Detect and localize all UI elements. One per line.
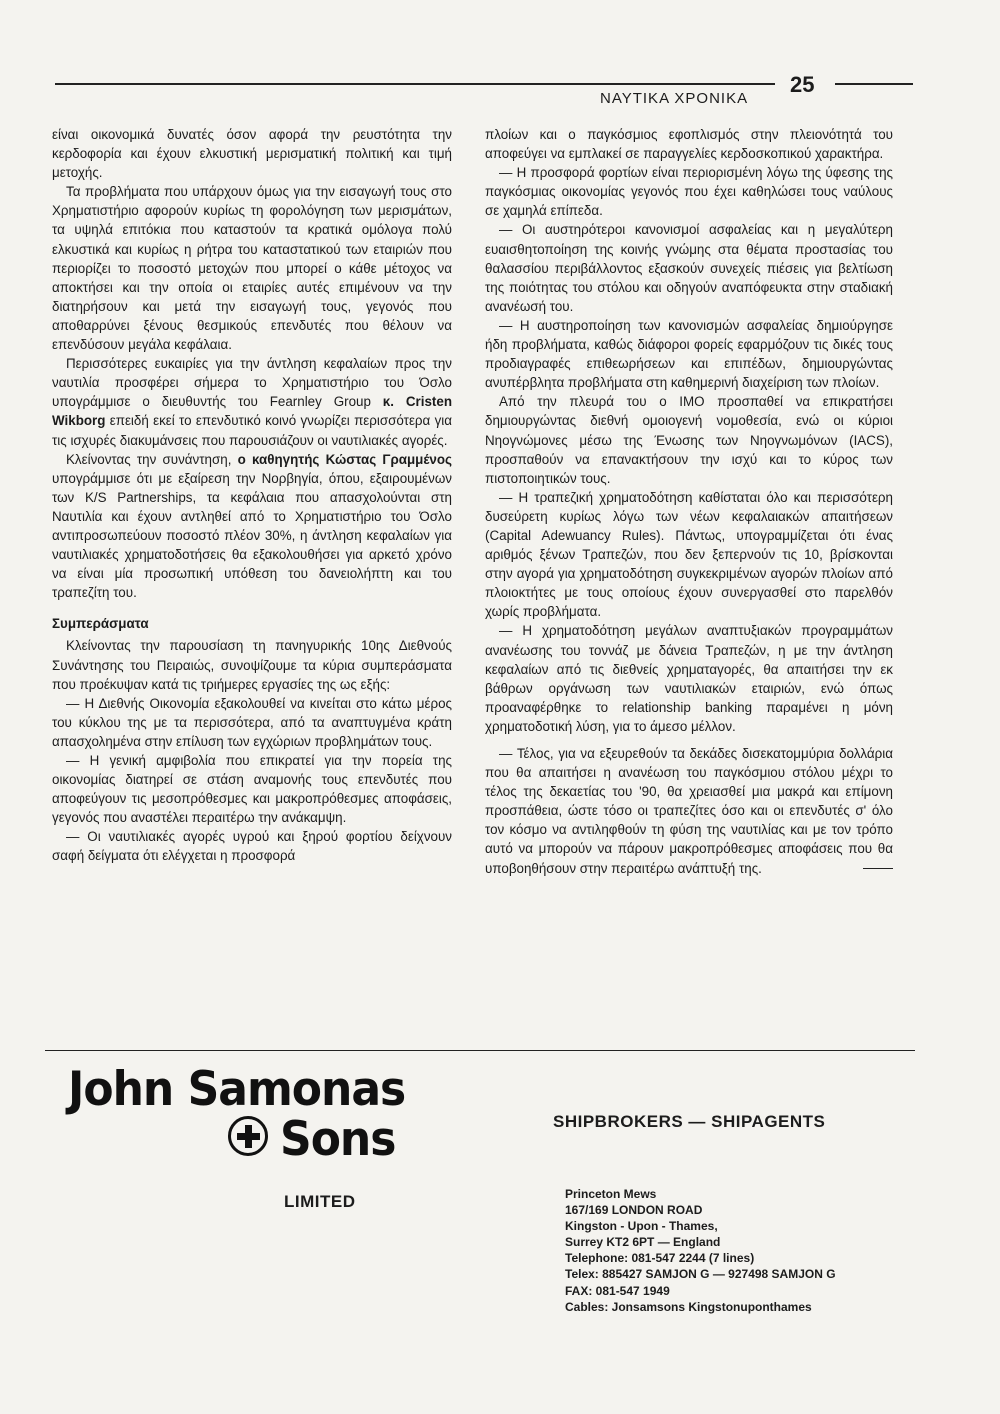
- page-number: 25: [790, 72, 815, 97]
- paragraph-text: Περισσότερες ευκαιρίες για την άντληση κεφαλαίων προς την ναυτιλία προσφέρει σήμερα το Χρηματιστήριο του Όσλο υπογράμμισε ο διευθυντής του Fearnley Group: [52, 356, 452, 410]
- paragraph-text: — Η τραπεζική χρηματοδότηση καθίσταται όλο και περισσότερη δυσεύρετη κυρίως λόγω των νέων κεφαλαιακών απαιτήσεων (Capital Adewuancy Rules). Πάντως, υπογραμμίζεται ότι ένας αριθμός ξένων Τραπεζών, που δεν ξεπερνούν τις 10, βρίσκονται στην αγορά για χρηματοδότηση συγκεκριμένων αγορών πλοίων από πλοιοκτήτες με τους οποίους έχουν συνεργασθεί στο παρελθόν χωρίς προβλήματα.: [485, 489, 893, 620]
- address-line: Kingston - Upon - Thames,: [565, 1219, 718, 1234]
- ad-brand-sons: Sons: [280, 1112, 396, 1168]
- ad-divider: [45, 1050, 915, 1051]
- address-line: Telephone: 081-547 2244 (7 lines): [565, 1251, 755, 1266]
- address-line: FAX: 081-547 1949: [565, 1283, 670, 1298]
- paragraph-text: — Η αυστηροποίηση των κανονισμών ασφαλείας δημιούργησε ήδη προβλήματα, καθώς διάφοροι φορείς εφαρμόζουν τις δικές τους προδιαγραφές επιθεωρήσεων και επιπέδων, δημιουργώντας ανυπέρβλητα προβλήματα στη καθημερινή διαχείριση των πλοίων.: [485, 317, 893, 391]
- paragraph-text: Κλείνοντας την παρουσίαση τη πανηγυρικής 10ης Διεθνούς Συνάντησης του Πειραιώς, συνοψίζουμε τα κύρια συμπεράσματα που προέκυψαν κατά τις τριήμερες εργασίες της ως εξής:: [52, 638, 452, 692]
- paragraph-text: — Η Διεθνής Οικονομία εξακολουθεί να κινείται στο κάτω μέρος του κύκλου της με τα περισσότερα, από τα αναπτυγμένα κράτη απασχολημένα στην επίλυση των εγχώριων προβλημάτων τους.: [52, 695, 452, 749]
- paragraph-text: — Οι ναυτιλιακές αγορές υγρού και ξηρού φορτίου δείχνουν σαφή δείγματα ότι ελέγχεται η προσφορά: [52, 829, 452, 864]
- section-heading: Συμπεράσματα: [52, 616, 149, 632]
- address-line: 167/169 LONDON ROAD: [565, 1203, 703, 1218]
- paragraph: [485, 744, 893, 878]
- publication-title: ΝΑΥΤΙΚΑ ΧΡΟΝΙΚΑ: [600, 90, 749, 107]
- end-of-article-mark: [863, 868, 893, 869]
- paragraph: [52, 125, 452, 182]
- paragraph: [52, 450, 452, 603]
- ad-address: [565, 1186, 836, 1315]
- paragraph-text: είναι οικονομικά δυνατές όσον αφορά την ρευστότητα την κερδοφορία και έχουν ελκυστική μερισματική πολιτική και τιμή μετοχής.: [52, 127, 452, 181]
- paragraph: [485, 392, 893, 487]
- plus-circle-icon: [228, 1116, 268, 1156]
- paragraph: [52, 827, 452, 865]
- paragraph-text: Κλείνοντας την συνάντηση,: [66, 451, 238, 467]
- paragraph-text: — Τέλος, για να εξευρεθούν τα δεκάδες δισεκατομμύρια δολλάρια που θα απαιτήσει η ανανέωση του παγκόσμιου στόλου μέχρι το τέλος της δεκαετίας του '90, θα χρειασθεί μια μακρά και επίμονη προσπάθεια, ώστε τόσο οι τραπεζίτες όσο και οι επενδυτές σ' όλο τον κόσμο να αντιληφθούν τη φύση της ναυτιλίας και με τον τρόπο αυτό να μπορούν να πάρουν μακροπρόθεσμες αποφάσεις που θα υποβοηθήσουν στην περαιτέρω ανάπτυξή της.: [485, 746, 893, 876]
- paragraph: [52, 751, 452, 827]
- ad-services: SHIPBROKERS — SHIPAGENTS: [553, 1112, 826, 1131]
- header-rule-right: [835, 83, 913, 85]
- article-column-left: [52, 125, 452, 866]
- paragraph: [485, 316, 893, 392]
- paragraph: [485, 125, 893, 163]
- paragraph: [52, 182, 452, 354]
- header-rule-left: [55, 83, 775, 85]
- address-line: Surrey KT2 6PT — England: [565, 1235, 721, 1250]
- address-line: Princeton Mews: [565, 1187, 657, 1201]
- paragraph: [485, 488, 893, 622]
- paragraph-text: Τα προβλήματα που υπάρχουν όμως για την εισαγωγή τους στο Χρηματιστήριο αφορούν κυρίως τη φορολόγηση των μερισμάτων, τα υψηλά επιτόκια που καταστούν τα κρατικά ομόλογα πολύ ελκυστικά και κυρίως η ρήτρα του καταστατικού των εταιριών που περιορίζει το ποσοστό μετοχών που μπορεί ο κάθε μέτοχος να αποκτήσει και την οποία οι εταιρίες αυτές επιμένουν να την διατηρήσουν και μετά την εισαγωγή τους, γεγονός που αποθαρρύνει ξένους θεσμικούς επενδυτές που θέλουν να επενδύσουν μεγάλα κεφάλαια.: [52, 184, 452, 353]
- paragraph-text: υπογράμμισε ότι με εξαίρεση την Νορβηγία, όπου, εξαιρουμένων των K/S Partnerships, τα κεφάλαια που απασχολούνται στη Ναυτιλία και έχουν αντληθεί από το Χρηματιστήριο του Όσλο αντιπροσωπεύουν ποσοστό πλέον 30%, η άντληση κεφαλαίων για ναυτιλιακές χρηματοδοτήσεις θα εξακολουθήσει για αρκετό χρόνο να είναι μία προσωπική υπόθεση του δανειολήπτη και του τραπεζίτη του.: [52, 470, 452, 601]
- paragraph: [485, 220, 893, 315]
- paragraph-text: — Οι αυστηρότεροι κανονισμοί ασφαλείας και η μεγαλύτερη ευαισθητοποίηση της κοινής γνώμης στα θέματα προστασίας του θαλασσίου περιβάλλοντος εξασκούν συνεχείς πιέσεις για βελτίωση της ποιότητας του στόλου και οδηγούν αναπόφευκτα στην σταδιακή ανανέωσή του.: [485, 222, 893, 314]
- paragraph-text: πλοίων και ο παγκόσμιος εφοπλισμός στην πλειονότητά του αποφεύγει να εμπλακεί σε παραγγελίες κερδοσκοπικού χαρακτήρα.: [485, 127, 893, 162]
- paragraph-text: — Η χρηματοδότηση μεγάλων αναπτυξιακών προγραμμάτων ανανέωσης του τοννάζ με δάνεια Τραπεζών, η με την άντληση κεφαλαίων από τις διεθνείς χρηματαγορές, θα απαιτήσει την εκ βάθρων οργάνωση των ναυτιλιακών εταιριών, ενώ όπως προαναφέρθηκε το relationship banking παραμένει η μόνη χρηματοδοτική λύση, για το άμεσο μέλλον.: [485, 623, 893, 734]
- ad-limited: LIMITED: [284, 1192, 356, 1211]
- paragraph-text: επειδή εκεί το επενδυτικό κοινό γνωρίζει περισσότερα για τις ισχυρές διακυμάνσεις που παρουσιάζουν οι ναυτιλιακές αγορές.: [52, 413, 452, 448]
- paragraph-text: — Η προσφορά φορτίων είναι περιορισμένη λόγω της ύφεσης της παγκόσμιας οικονομίας γεγονός που έχει καθηλώσει τους ναύλους σε χαμηλά επίπεδα.: [485, 165, 893, 219]
- bold-name: ο καθηγητής Κώστας Γραμμένος: [237, 451, 452, 467]
- paragraph-text: Από την πλευρά του ο ΙΜΟ προσπαθεί να επικρατήσει δημιουργώντας διεθνή ομοιογενή νομοθεσία, ενώ οι κύριοι Νηογνώμονες μέσω της Ένωσης των Νηογνωμόνων (IACS), προσπαθούν να επανακτήσουν την ισχύ και το κύρος των πιστοποιητικών τους.: [485, 394, 893, 486]
- paragraph: [52, 636, 452, 693]
- article-column-right: [485, 125, 893, 878]
- bold-name: κ. Cristen Wikborg: [52, 394, 452, 429]
- paragraph: [52, 694, 452, 751]
- address-line: Telex: 885427 SAMJON G — 927498 SAMJON G: [565, 1267, 836, 1282]
- paragraph: [52, 354, 452, 449]
- paragraph-text: — Η γενική αμφιβολία που επικρατεί για την πορεία της οικονομίας διατηρεί σε στάση αναμονής τους επενδυτές που αποφεύγουν τις μεσοπρόθεσμες και μακροπρόθεσμες αποφάσεις, γεγονός που αναστέλει περαιτέρω την ανάκαμψη.: [52, 753, 452, 826]
- paragraph: [485, 621, 893, 736]
- ad-brand-name: John Samonas: [68, 1062, 406, 1118]
- address-line: Cables: Jonsamsons Kingstonuponthames: [565, 1299, 812, 1314]
- paragraph: [485, 163, 893, 220]
